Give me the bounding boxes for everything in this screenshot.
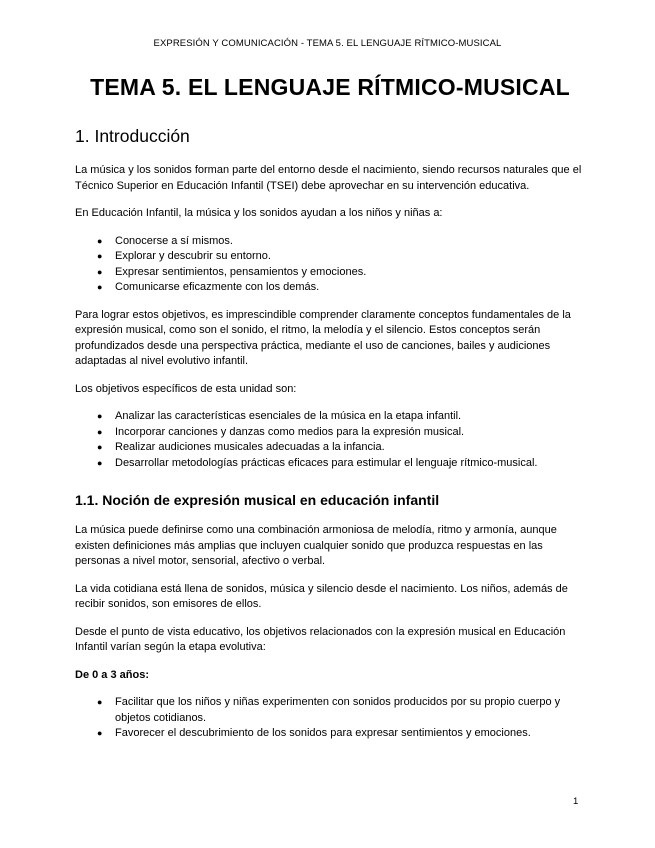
list-item-text: Expresar sentimientos, pensamientos y emociones. [115,265,367,278]
bullet-list [75,234,585,296]
bullet-icon: ● [97,235,103,246]
bullet-list [75,695,585,742]
list-item-text: Facilitar que los niños y niñas experimenten con sonidos producidos por su propio cuerpo y objetos cotidianos. [115,696,561,724]
bullet-icon: ● [97,442,103,452]
bullet-icon: ● [97,266,103,277]
page-title: TEMA 5. EL LENGUAJE RÍTMICO-MUSICAL [90,74,570,100]
list-item-text: Analizar las características esenciales de la música en la etapa infantil. [115,410,462,422]
bullet-icon: ● [97,411,103,421]
paragraph: La vida cotidiana está llena de sonidos, música y silencio desde el nacimiento. Los niños, además de recibir sonidos, son emisores de ellos. [75,582,568,610]
bullet-icon: ● [97,728,103,738]
paragraph: Desde el punto de vista educativo, los objetivos relacionados con la expresión musical en Educación Infantil varían según la etapa evolutiva: [75,625,566,653]
list-item [75,249,585,265]
list-item [75,440,585,456]
bullet-icon: ● [97,426,103,437]
page-number: 1 [573,796,579,807]
list-item [75,425,585,441]
list-item [75,265,585,281]
paragraph: La música y los sonidos forman parte del entorno desde el nacimiento, siendo recursos naturales que el Técnico Superior en Educación Infantil (TSEI) debe aprovechar en su intervención educativa. [75,164,582,192]
page-content [75,74,585,742]
bullet-list [75,409,585,471]
list-item [75,234,585,250]
list-item [75,726,585,742]
list-item [75,456,585,472]
list-item [75,280,585,296]
list-item-text: Explorar y descubrir su entorno. [115,250,271,262]
list-item-text: Desarrollar metodologías prácticas eficaces para estimular el lenguaje rítmico-musical. [115,456,538,469]
paragraph: La música puede definirse como una combinación armoniosa de melodía, ritmo y armonía, aunque existen definiciones más amplias que incluyen cualquier sonido que produzca respuestas en las personas a nivel motor, sensorial, afectivo o verbal. [75,524,557,567]
subsection-heading-nocion: 1.1. Noción de expresión musical en educación infantil [75,492,440,508]
list-item [75,695,585,726]
bullet-icon: ● [97,282,103,292]
paragraph: Para lograr estos objetivos, es imprescindible comprender claramente conceptos fundamentales de la expresión musical, como son el sonido, el ritmo, la melodía y el silencio. Estos conceptos serán profundizados desde una perspectiva práctica, mediante el uso de canciones, bailes y audiciones adaptadas al nivel evolutivo infantil. [75,308,571,367]
bullet-icon: ● [97,697,103,707]
bullet-icon: ● [97,251,103,261]
age-group-label: De 0 a 3 años: [75,668,149,681]
list-item-text: Incorporar canciones y danzas como medios para la expresión musical. [115,425,465,438]
list-item-text: Comunicarse eficazmente con los demás. [115,281,320,293]
section-heading-introduccion: 1. Introducción [75,126,190,146]
list-item [75,409,585,425]
paragraph: En Educación Infantil, la música y los sonidos ayudan a los niños y niñas a: [75,207,443,219]
paragraph: Los objetivos específicos de esta unidad son: [75,382,297,395]
list-item-text: Realizar audiciones musicales adecuadas a la infancia. [115,441,385,453]
running-header: EXPRESIÓN Y COMUNICACIÓN - TEMA 5. EL LENGUAJE RÍTMICO-MUSICAL [153,38,502,49]
bullet-icon: ● [97,457,103,468]
list-item-text: Favorecer el descubrimiento de los sonidos para expresar sentimientos y emociones. [115,727,531,739]
list-item-text: Conocerse a sí mismos. [115,234,233,247]
